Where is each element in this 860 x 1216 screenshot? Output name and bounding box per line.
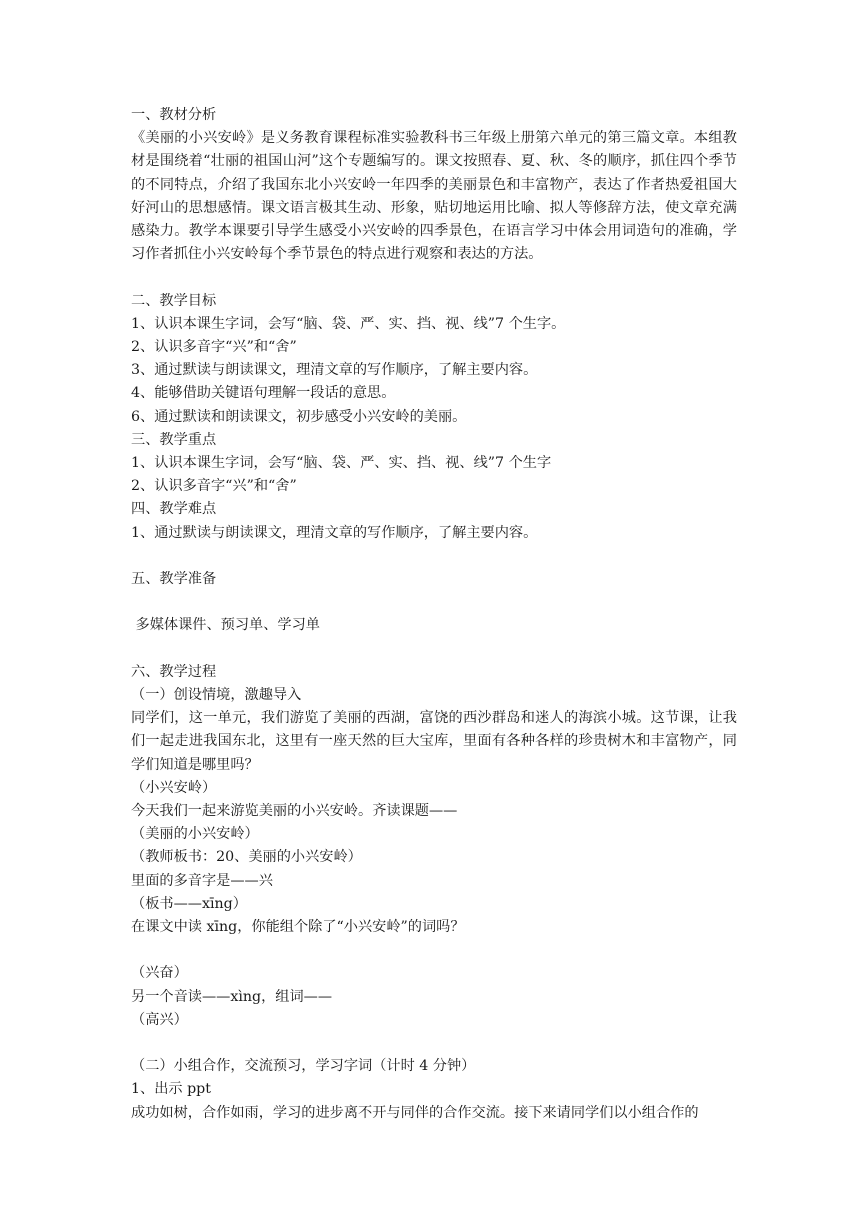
material-analysis-paragraph: 《美丽的小兴安岭》是义务教育课程标准实验教科书三年级上册第六单元的第三篇文章。本组教材是围绕着“壮丽的祖国山河”这个专题编写的。课文按照春、夏、秋、冬的顺序，抓住四个季节的不同特点，介绍了我国东北小兴安岭一年四季的美丽景色和丰富物产，表达了作者热爱祖国大好河山的思想感情。课文语言极其生动、形象，贴切地运用比喻、拟人等修辞方法，使文章充满感染力。教学本课要引导学生感受小兴安岭的四季景色，在语言学习中体会用词造句的准确，学习作者抓住小兴安岭每个季节景色的特点进行观察和表达的方法。	[131, 130, 737, 263]
dialogue-line: （兴奋）	[131, 965, 188, 982]
section-title-difficulties: 四、教学难点	[131, 501, 217, 518]
difficulty-item: 1、通过默读与朗读课文，理清文章的写作顺序，了解主要内容。	[131, 524, 538, 541]
section-title-teaching-goals: 二、教学目标	[131, 292, 217, 309]
dialogue-line: （板书——xīng）	[131, 895, 247, 912]
section-title-key-points: 三、教学重点	[131, 431, 217, 448]
goal-item: 1、认识本课生字词，会写“脑、袋、严、实、挡、视、线”7 个生字。	[131, 315, 566, 332]
preparation-text: 多媒体课件、预习单、学习单	[131, 617, 320, 634]
dialogue-line: 在课文中读 xīng，你能组个除了“小兴安岭”的词吗？	[131, 919, 465, 936]
goal-item: 2、认识多音字“兴”和“舍”	[131, 339, 297, 356]
section-title-material-analysis: 一、教材分析	[131, 107, 217, 123]
step-item: 1、出示 ppt	[131, 1081, 211, 1098]
goal-item: 3、通过默读与朗读课文，理清文章的写作顺序，了解主要内容。	[131, 362, 538, 379]
section-title-preparation: 五、教学准备	[131, 571, 217, 588]
subsection-title: （二）小组合作，交流预习，学习字词（计时 4 分钟）	[131, 1058, 476, 1075]
dialogue-line: （美丽的小兴安岭）	[131, 826, 259, 843]
key-point-item: 2、认识多音字“兴”和“舍”	[131, 478, 297, 495]
section-title-teaching-process: 六、教学过程	[131, 663, 217, 680]
key-point-item: 1、认识本课生字词，会写“脑、袋、严、实、挡、视、线”7 个生字	[131, 455, 552, 472]
goal-item: 6、通过默读和朗读课文，初步感受小兴安岭的美丽。	[131, 408, 467, 425]
dialogue-line: 另一个音读——xìng，组词——	[131, 988, 333, 1005]
dialogue-line: 今天我们一起来游览美丽的小兴安岭。齐读课题——	[131, 803, 458, 820]
cooperation-paragraph: 成功如树，合作如雨，学习的进步离不开与同伴的合作交流。接下来请同学们以小组合作的	[131, 1104, 699, 1121]
dialogue-line: （小兴安岭）	[131, 779, 217, 796]
subsection-title: （一）创设情境，激趣导入	[131, 687, 302, 704]
dialogue-line: （教师板书：20、美丽的小兴安岭）	[131, 849, 362, 866]
goal-item: 4、能够借助关键语句理解一段话的意思。	[131, 385, 396, 402]
intro-paragraph: 同学们，这一单元，我们游览了美丽的西湖，富饶的西沙群岛和迷人的海滨小城。这节课，让我们一起走进我国东北，这里有一座天然的巨大宝库，里面有各种各样的珍贵树木和丰富物产，同学们知道是哪里吗？	[131, 710, 737, 773]
dialogue-line: （高兴）	[131, 1011, 188, 1028]
document-page	[131, 104, 737, 1125]
dialogue-line: 里面的多音字是——兴	[131, 872, 273, 889]
